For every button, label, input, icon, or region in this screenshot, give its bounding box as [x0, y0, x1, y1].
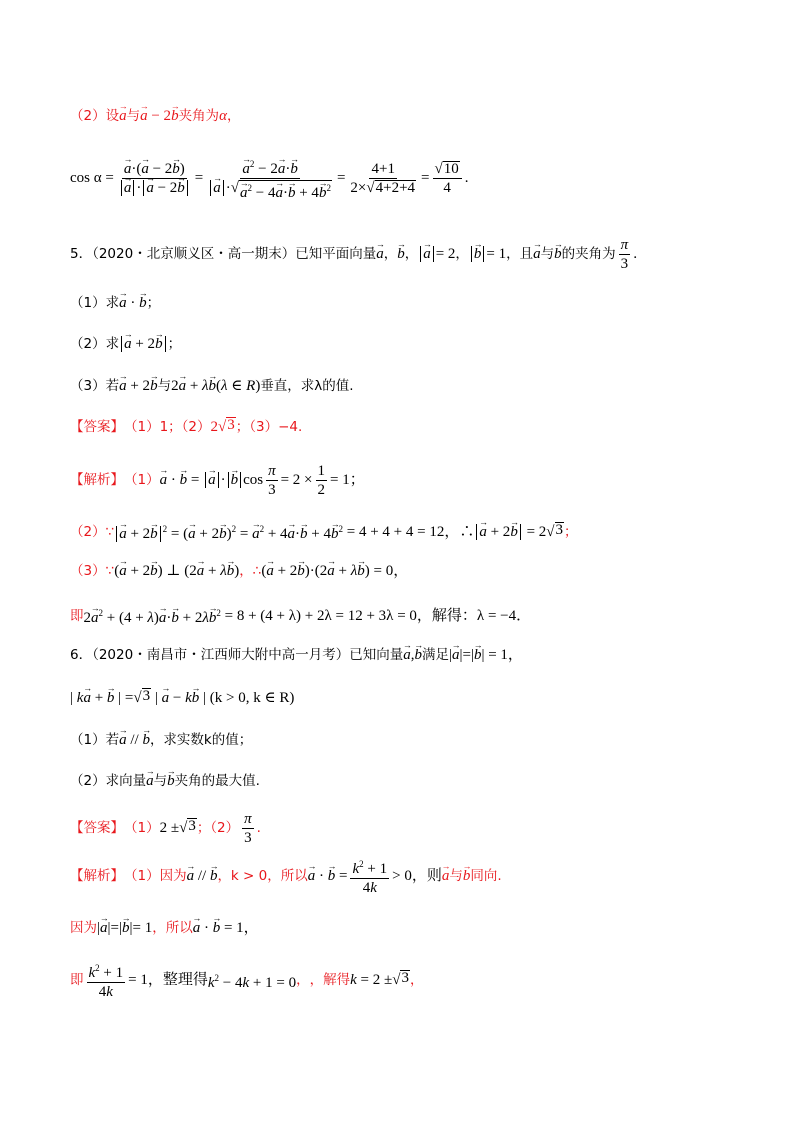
cos-result-radicand: 10	[443, 160, 459, 177]
q5-three: 3	[620, 255, 629, 272]
q6-p2a: （2）求向量	[70, 773, 147, 789]
q6-part2: （2）求向量 → a 与 → b 夹角的最大值.	[70, 771, 260, 791]
q4-part2-end: 夹角为	[178, 108, 220, 124]
cos-frac-2: → $a^2 - 2\to a\cdot\to b$ → a · √ → $a^2 - 4\to a\cdot\to b + 4\to b^2$	[206, 156, 334, 201]
q5-head: 5．（2020・北京顺义区・高一期末）已知平面向量	[70, 246, 377, 262]
q5-ana3a: （3）∵	[70, 563, 115, 579]
cos-tail: .	[464, 170, 469, 186]
q6-line2: (k > 0, k ∈ R)	[209, 690, 295, 706]
answer-tag: 【答案】	[70, 820, 124, 836]
q5-sep2: ，	[404, 246, 419, 262]
q5-analysis-1: 【解析】 （1） → a · → b = → a ·→ b cos $\frac{\pi}{3}$ = 2 × $\frac{1}{2}$ = 1；	[70, 462, 365, 498]
q5-eq1: = 2	[435, 246, 456, 262]
cos-frac-3-radicand: 4+2+4	[375, 179, 416, 196]
q6-ana2b: ，所以	[152, 920, 193, 936]
q5-ana3b: ，∴	[239, 563, 262, 579]
q5-ans-text1: （1）1；（2）	[124, 419, 211, 435]
q5-ana2b: = 4 + 4 + 4 = 12，∴	[346, 523, 475, 540]
q6-ana1c: > 0，则	[392, 868, 442, 884]
q5-p2-end: ；	[167, 336, 182, 352]
answer-tag: 【答案】	[70, 419, 124, 435]
q4-part2-comma: ，	[226, 108, 241, 124]
q6-ana3b: = 1，整理得	[128, 972, 208, 988]
q5-p3a: （3）若	[70, 378, 120, 394]
vector-a: → a	[140, 106, 148, 126]
q5-sep1: ，	[383, 246, 398, 262]
q5-ans-text2: ；（3）−4.	[235, 419, 303, 435]
pi-symbol: π	[620, 236, 629, 253]
q6-ana2c: = 1，	[223, 920, 259, 936]
q5-ana1-end: = 1；	[330, 472, 365, 488]
q6-ana1b: ，k > 0，所以	[217, 868, 308, 884]
q5-part1: （1）求 → a · → b ；	[70, 293, 160, 313]
q6-ana1e: 同向.	[470, 868, 502, 884]
cos-frac-4: √ 10 4	[433, 161, 462, 196]
q6-p2b: 与	[153, 773, 168, 789]
cos-frac-3-num: 4+1	[371, 160, 395, 177]
q5-analysis-4: 即 $2\to a^2 + (4 + \lambda)\to a\cdot\to b + 2\lambda\to b^2$ = 8 + (4 + λ) + 2λ = 12 + 3λ = 0，解得：λ = −4．	[70, 603, 531, 628]
q6-ana3c: ，解得	[309, 972, 351, 988]
q6-header: 6．（2020・南昌市・江西师大附中高一月考）已知向量 → a , → b 满足 |→ a|=|→ b| = 1，	[70, 645, 523, 665]
vector-b: → b	[171, 106, 179, 126]
q5-eq2: = 1	[486, 246, 507, 262]
q6-condition: | k→ a + → b | = √ 3 | → a − k→ b | (k > 0, k ∈ R)	[70, 688, 294, 708]
cos-lhs: cos α =	[70, 170, 114, 186]
q5-part2: （2）求 → a + 2→ b ；	[70, 334, 181, 354]
q5-analysis-2: （2）∵ → a + 2→ b $^2$ = (→ a + 2→ b)$^2$ = → $a^2 + 4\to a\cdot\to b + 4\to b^2$ = 4 + 4 + 4 = 12，∴ → a + 2→ b = 2 √ 3 ；	[70, 519, 578, 544]
q6-part1: （1）若 → a // → b ，求实数k的值；	[70, 730, 252, 750]
q5-mid: ，且	[506, 246, 534, 262]
cos-frac-1: → a·(→ a − 2→ b) → a ·→ a − 2→ b	[117, 161, 192, 196]
q6-ana1d: 与	[449, 868, 463, 884]
q6-ana3a: 即	[70, 972, 84, 988]
q6-p1b: ，求实数k的值；	[149, 732, 253, 748]
q5-angle: 的夹角为	[561, 246, 616, 262]
q6-ans2: ；（2）	[196, 820, 240, 836]
q5-ana1a: （1）	[124, 472, 160, 488]
q6-head: 6．（2020・南昌市・江西师大附中高一月考）已知向量	[70, 647, 404, 663]
q6-ans1: （1）	[124, 820, 160, 836]
analysis-tag: 【解析】	[70, 472, 124, 488]
q6-p1a: （1）若	[70, 732, 120, 748]
q5-part3: （3）若 → a + 2→ b 与 2→ a + λ→ b(λ ∈ R) 垂直，求λ的值.	[70, 376, 354, 396]
q5-end: ．	[633, 246, 647, 262]
vector-a: → a	[119, 106, 127, 126]
q4-part2-line: （2）设 → a 与 → a − 2 → b 夹角为 α ，	[70, 106, 240, 126]
q6-analysis-1: 【解析】 （1）因为 → a // → b ，k > 0，所以 → a · → b = $\frac{k^2 + 1}{4k}$ > 0，则 → a 与 → b 同向.	[70, 858, 502, 894]
q5-p2: （2）求	[70, 336, 120, 352]
q6-cond-b: = 1，	[488, 647, 523, 663]
q5-p3c: 垂直，求λ的值.	[260, 378, 354, 394]
q6-cond-a: 满足	[421, 647, 449, 663]
cos-frac-3: 4+1 2× √ 4+2+4	[350, 160, 416, 196]
q6-analysis-2: 因为 |→ a|=|→ b|= 1 ，所以 → a · → b = 1，	[70, 918, 259, 938]
q6-answer: 【答案】 （1） 2 ± √ 3 ；（2） $\frac{\pi}{3}$ .	[70, 810, 261, 846]
q5-ana4a: 即	[70, 607, 84, 624]
q5-ana2a: （2）∵	[70, 523, 115, 540]
q5-pi-over-3	[619, 237, 631, 272]
q6-p2c: 夹角的最大值.	[174, 773, 260, 789]
q4-cos-formula: cos α = → a·(→ a − 2→ b) → a ·→ a − 2→ b = → $a^2 - 2\to a\cdot\to b$ → a · √ → $a^2 - 4\to a\cdot\to b + 4\to b^2$ = 4+1 2× √ 4+2+4 = √ 10 4 .	[70, 150, 468, 206]
q5-p1: （1）求	[70, 295, 120, 311]
q6-ana2a: 因为	[70, 920, 97, 936]
q5-and: 与	[540, 246, 555, 262]
q4-part2-mid: 与	[126, 108, 141, 124]
q5-analysis-3: （3）∵ (→ a + 2→ b) ⊥ (2→ a + λ→ b) ，∴ (→ a + 2→ b)·(2→ a + λ→ b) = 0，	[70, 561, 408, 581]
q5-p3b: 与	[157, 378, 172, 394]
analysis-tag: 【解析】	[70, 868, 124, 884]
q5-p1-end: ；	[146, 295, 161, 311]
q5-ana3-end: = 0，	[373, 563, 409, 579]
q6-ana1a: （1）因为	[124, 868, 187, 884]
q5-header: 5．（2020・北京顺义区・高一期末）已知平面向量 → a ， → b ， → a = 2 ， → b = 1 ，且 → a 与 → b 的夹角为 $\frac{\pi}{3}$ ．	[70, 236, 647, 272]
cos-result-den: 4	[443, 179, 451, 196]
q5-ana4b: = 8 + (4 + λ) + 2λ = 12 + 3λ = 0，解得：λ = −4．	[224, 607, 532, 624]
q6-analysis-3: 即 $\frac{k^2 + 1}{4k}$ = 1，整理得 $k^2 - 4k + 1 = 0$ ， ，解得 k = 2 ± √ 3 ，	[70, 962, 423, 998]
q4-part2-label: （2）设	[70, 108, 120, 124]
cos-frac-3-den-a: 2×	[350, 179, 367, 196]
alpha-symbol: α	[219, 108, 227, 124]
q5-ana2-end: ；	[564, 523, 578, 540]
q5-answer: 【答案】 （1）1；（2） 2 √ 3 ；（3）−4.	[70, 417, 303, 435]
